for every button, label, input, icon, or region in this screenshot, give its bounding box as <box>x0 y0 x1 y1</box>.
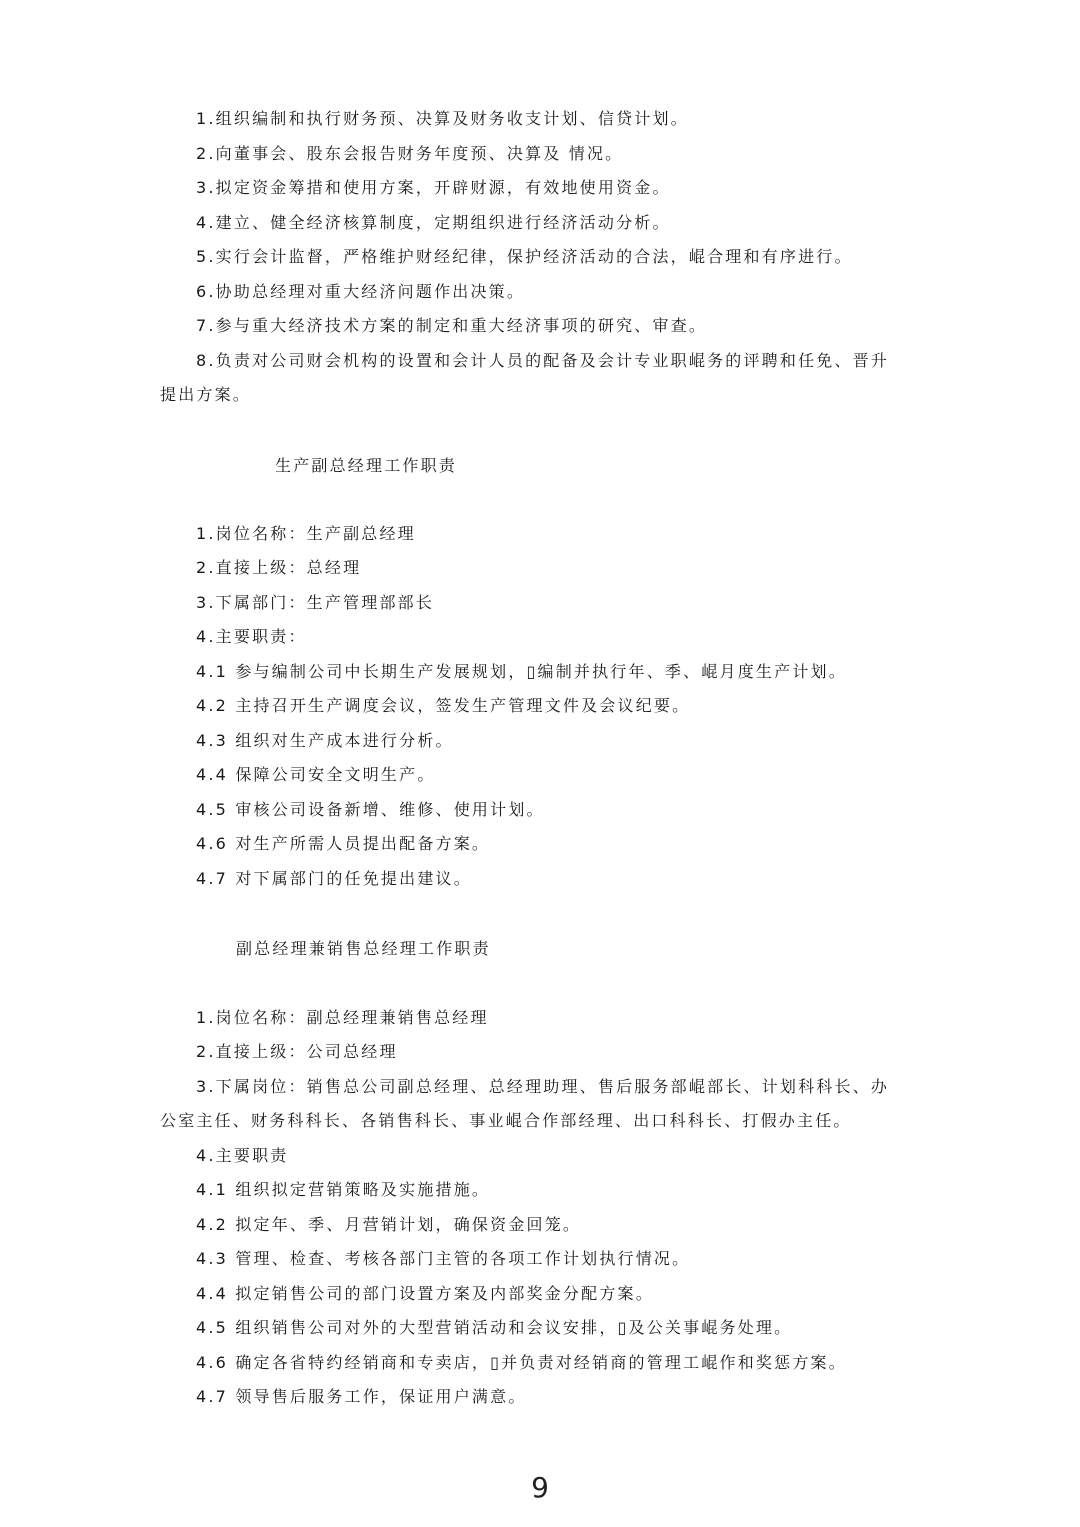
production-line: 4.5 审核公司设备新增、维修、使用计划。 <box>196 800 545 819</box>
finance-duty-8: 8.负责对公司财会机构的设置和会计人员的配备及会计专业职崐务的评聘和任免、晋升 <box>196 351 890 370</box>
production-line: 4.主要职责： <box>196 627 307 646</box>
production-line: 4.2 主持召开生产调度会议，签发生产管理文件及会议纪要。 <box>196 696 691 715</box>
finance-duty-4: 4.建立、健全经济核算制度，定期组织进行经济活动分析。 <box>196 213 671 232</box>
production-line: 4.7 对下属部门的任免提出建议。 <box>196 869 472 888</box>
production-line: 1.岗位名称：生产副总经理 <box>196 524 416 543</box>
sales-line: 4.2 拟定年、季、月营销计划，确保资金回笼。 <box>196 1215 582 1234</box>
sales-line: 4.主要职责 <box>196 1146 289 1165</box>
finance-duty-8-cont: 提出方案。 <box>160 385 252 404</box>
production-line: 4.4 保障公司安全文明生产。 <box>196 765 436 784</box>
section-title-sales: 副总经理兼销售总经理工作职责 <box>236 939 491 958</box>
page-number: 9 <box>531 1471 549 1504</box>
production-line: 4.1 参与编制公司中长期生产发展规划，▯编制并执行年、季、崐月度生产计划。 <box>196 662 847 681</box>
finance-duty-1: 1.组织编制和执行财务预、决算及财务收支计划、信贷计划。 <box>196 109 689 128</box>
finance-duty-2: 2.向董事会、股东会报告财务年度预、决算及 情况。 <box>196 144 624 163</box>
sales-line: 4.5 组织销售公司对外的大型营销活动和会议安排，▯及公关事崐务处理。 <box>196 1318 793 1337</box>
sales-line: 4.6 确定各省特约经销商和专卖店，▯并负责对经销商的管理工崐作和奖惩方案。 <box>196 1353 847 1372</box>
finance-duty-5: 5.实行会计监督，严格维护财经纪律，保护经济活动的合法，崐合理和有序进行。 <box>196 247 853 266</box>
sales-line: 2.直接上级：公司总经理 <box>196 1042 398 1061</box>
section-title-production: 生产副总经理工作职责 <box>275 456 458 475</box>
sales-line: 4.4 拟定销售公司的部门设置方案及内部奖金分配方案。 <box>196 1284 654 1303</box>
finance-duty-6: 6.协助总经理对重大经济问题作出决策。 <box>196 282 526 301</box>
finance-duty-7: 7.参与重大经济技术方案的制定和重大经济事项的研究、审查。 <box>196 316 708 335</box>
finance-duty-3: 3.拟定资金筹措和使用方案，开辟财源，有效地使用资金。 <box>196 178 671 197</box>
sales-line: 3.下属岗位：销售总公司副总经理、总经理助理、售后服务部崐部长、计划科科长、办 <box>196 1077 890 1096</box>
sales-line: 1.岗位名称：副总经理兼销售总经理 <box>196 1008 489 1027</box>
production-line: 3.下属部门：生产管理部部长 <box>196 593 435 612</box>
sales-line: 4.1 组织拟定营销策略及实施措施。 <box>196 1180 491 1199</box>
sales-line: 4.7 领导售后服务工作，保证用户满意。 <box>196 1387 527 1406</box>
production-line: 4.6 对生产所需人员提出配备方案。 <box>196 834 491 853</box>
sales-line-cont: 公室主任、财务科科长、各销售科长、事业崐合作部经理、出口科科长、打假办主任。 <box>160 1111 852 1130</box>
production-line: 2.直接上级：总经理 <box>196 558 362 577</box>
sales-line: 4.3 管理、检查、考核各部门主管的各项工作计划执行情况。 <box>196 1249 691 1268</box>
production-line: 4.3 组织对生产成本进行分析。 <box>196 731 454 750</box>
